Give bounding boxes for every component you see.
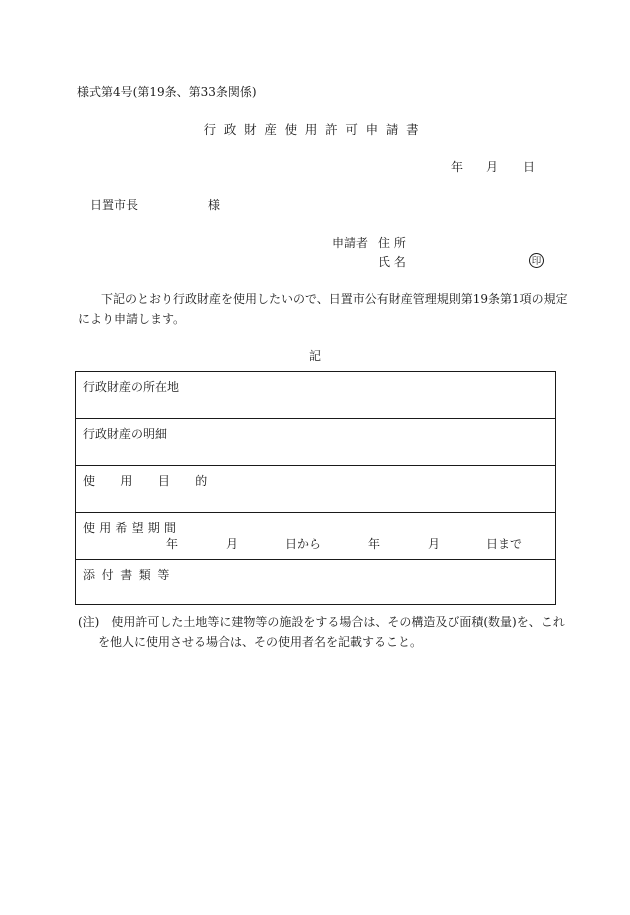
body-text-line-1: 下記のとおり行政財産を使用したいので、日置市公有財産管理規則第19条第1項の規定 — [101, 292, 568, 306]
table-row-location[interactable] — [76, 372, 555, 419]
detail-table — [75, 371, 556, 605]
date-day-label: 日 — [523, 160, 536, 174]
period-start-month: 月 — [226, 537, 239, 551]
period-end-month: 月 — [428, 537, 441, 551]
applicant-name-label: 氏 名 — [378, 255, 406, 269]
period-start-year: 年 — [166, 537, 179, 551]
period-start-day: 日から — [285, 537, 322, 551]
seal-mark: 印 — [529, 253, 544, 268]
period-end-year: 年 — [368, 537, 381, 551]
ki-heading: 記 — [308, 349, 321, 363]
addressee-honorific: 様 — [208, 198, 221, 212]
row-label-period: 使用希望期間 — [83, 521, 181, 535]
period-end-day: 日まで — [486, 537, 523, 551]
table-row-period[interactable] — [76, 513, 555, 560]
applicant-address-label: 住 所 — [378, 236, 406, 250]
date-year-label: 年 — [451, 160, 464, 174]
body-text-line-2: により申請します。 — [78, 312, 186, 326]
table-row-attachments[interactable] — [76, 560, 555, 606]
table-row-purpose[interactable] — [76, 466, 555, 513]
row-label-attachments: 添付書類等 — [83, 568, 177, 582]
note-line-1: (注) 使用許可した土地等に建物等の施設をする場合は、その構造及び面積(数量)を、これ — [78, 615, 565, 629]
row-label-location: 行政財産の所在地 — [83, 380, 180, 394]
row-label-purpose: 使 用 目 的 — [83, 474, 219, 488]
note-line-2: を他人に使用させる場合は、その使用者名を記載すること。 — [98, 635, 423, 649]
addressee-name: 日置市長 — [90, 198, 139, 212]
document-title: 行政財産使用許可申請書 — [203, 122, 427, 137]
applicant-label: 申請者 — [332, 236, 369, 250]
form-number: 様式第4号(第19条、第33条関係) — [77, 85, 257, 99]
date-month-label: 月 — [486, 160, 499, 174]
row-label-details: 行政財産の明細 — [83, 427, 168, 441]
table-row-details[interactable] — [76, 419, 555, 466]
